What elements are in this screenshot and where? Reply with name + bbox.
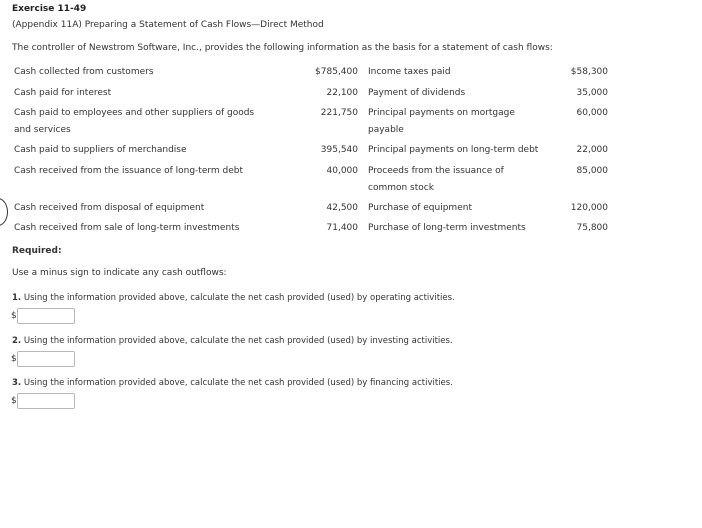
left-item-label: Cash received from the issuance of long-term debt xyxy=(14,166,244,176)
dollar-sign: $ xyxy=(11,396,17,406)
left-item-value: 395,540 xyxy=(320,145,358,155)
investing-activities-answer-input[interactable] xyxy=(17,351,75,367)
right-item-value: $58,300 xyxy=(570,67,608,77)
question-3-number: 3. xyxy=(12,378,22,388)
right-item-value: 85,000 xyxy=(576,166,608,176)
financing-activities-answer-input[interactable] xyxy=(17,393,75,409)
dollar-sign: $ xyxy=(11,311,17,321)
dollar-sign: $ xyxy=(11,354,17,364)
left-item-value: 40,000 xyxy=(326,166,358,176)
right-item-value: 60,000 xyxy=(576,108,608,118)
right-item-label: Principal payments on long-term debt xyxy=(368,145,539,155)
left-item-value: 42,500 xyxy=(326,203,358,213)
right-item-label-cont: payable xyxy=(368,125,404,135)
left-item-value: $785,400 xyxy=(315,67,358,77)
question-3 xyxy=(12,378,453,388)
right-item-label: Principal payments on mortgage xyxy=(368,108,515,118)
question-1-text: Using the information provided above, calculate the net cash provided (used) by operating activities. xyxy=(23,293,455,303)
right-item-value: 75,800 xyxy=(576,223,608,233)
left-item-label: Cash received from sale of long-term investments xyxy=(14,223,240,233)
question-2-text: Using the information provided above, calculate the net cash provided (used) by investing activities. xyxy=(23,336,453,346)
left-item-label: Cash paid to suppliers of merchandise xyxy=(14,145,187,155)
right-item-label: Purchase of long-term investments xyxy=(368,223,526,233)
left-item-label: Cash collected from customers xyxy=(14,67,154,77)
right-item-label: Income taxes paid xyxy=(368,67,451,77)
left-item-label-cont: and services xyxy=(14,125,71,135)
right-item-label: Proceeds from the issuance of xyxy=(368,166,504,176)
right-item-value: 120,000 xyxy=(570,203,608,213)
right-item-label-cont: common stock xyxy=(368,183,434,193)
right-item-label: Payment of dividends xyxy=(368,88,466,98)
question-1 xyxy=(12,293,455,303)
exercise-subtitle: (Appendix 11A) Preparing a Statement of Cash Flows—Direct Method xyxy=(12,20,324,30)
operating-activities-answer-input[interactable] xyxy=(17,308,75,324)
question-2-number: 2. xyxy=(12,336,22,346)
left-item-label: Cash received from disposal of equipment xyxy=(14,203,205,213)
left-item-value: 221,750 xyxy=(320,108,358,118)
question-3-text: Using the information provided above, calculate the net cash provided (used) by financing activities. xyxy=(23,378,453,388)
question-1-number: 1. xyxy=(12,293,22,303)
right-item-value: 22,000 xyxy=(576,145,608,155)
left-item-label: Cash paid to employees and other suppliers of goods xyxy=(14,108,255,118)
left-item-label: Cash paid for interest xyxy=(14,88,112,98)
exercise-title: Exercise 11-49 xyxy=(12,4,87,14)
right-item-label: Purchase of equipment xyxy=(368,203,472,213)
intro-text: The controller of Newstrom Software, Inc., provides the following information as the basis for a statement of cash flows: xyxy=(12,43,553,53)
left-item-value: 22,100 xyxy=(326,88,358,98)
minus-sign-note: Use a minus sign to indicate any cash outflows: xyxy=(12,268,227,278)
required-heading: Required: xyxy=(12,246,62,256)
left-item-value: 71,400 xyxy=(326,223,358,233)
margin-arc-mark xyxy=(0,198,8,226)
question-2 xyxy=(12,336,453,346)
right-item-value: 35,000 xyxy=(576,88,608,98)
